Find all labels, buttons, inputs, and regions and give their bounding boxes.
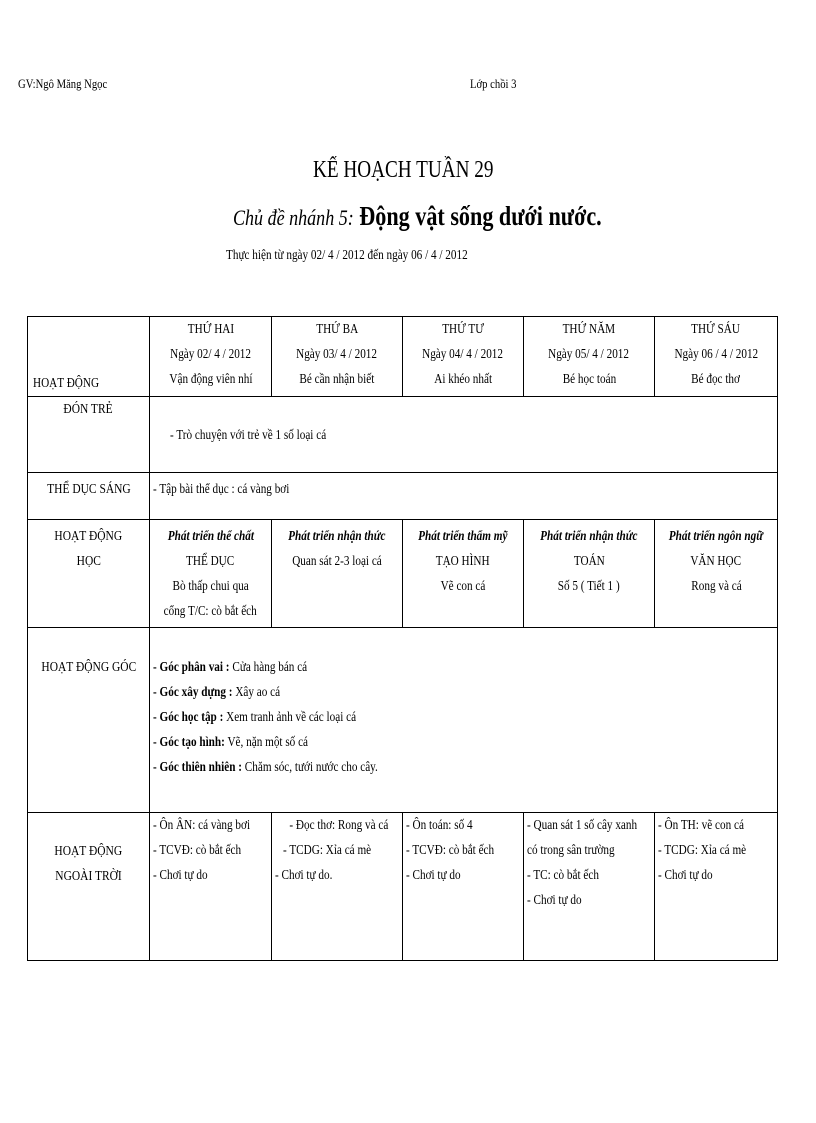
ngoai-troi-cell-wed [403, 813, 524, 961]
activity-header: HOẠT ĐỘNG [33, 376, 100, 391]
subtitle-main: Động vật sống dưới nước. [359, 201, 602, 231]
the-duc-sang-text: - Tập bài thể dục : cá vàng bơi [153, 482, 290, 497]
outdoor-line: - TCDG: Xỉa cá mè [283, 843, 372, 858]
hoc-cell-fri [655, 520, 778, 628]
outdoor-line: - Chơi tự do. [275, 868, 333, 883]
corner-key: - Góc tạo hình: [153, 735, 225, 750]
lesson-line: TẠO HÌNH [436, 554, 490, 569]
day-name: THỨ NĂM [562, 322, 616, 337]
day-date: Ngày 05/ 4 / 2012 [548, 347, 630, 362]
row-label: THỂ DỤC SÁNG [46, 482, 131, 497]
row-label-line1: HOẠT ĐỘNG [54, 529, 123, 544]
day-date: Ngày 04/ 4 / 2012 [422, 347, 504, 362]
row-label-line2: HỌC [76, 554, 101, 569]
corner-key: - Góc phân vai : [153, 660, 230, 675]
lesson-line: Vẽ con cá [440, 579, 486, 594]
day-theme: Bé học toán [562, 372, 616, 387]
the-duc-sang-content [150, 473, 778, 520]
outdoor-line: - TC: cò bắt ếch [527, 868, 599, 883]
corner-key: - Góc xây dựng : [153, 685, 233, 700]
page-title: KẾ HOẠCH TUẦN 29 [313, 157, 494, 183]
day-header-mon [150, 317, 272, 397]
row-label-hoat-dong-goc [28, 628, 150, 813]
lesson-line: THỂ DỤC [186, 554, 235, 569]
day-theme: Bé cần nhận biết [299, 372, 375, 387]
hoc-cell-tue [272, 520, 403, 628]
don-tre-content [150, 397, 778, 473]
lesson-line: Quan sát 2-3 loại cá [292, 554, 382, 569]
day-date: Ngày 03/ 4 / 2012 [296, 347, 378, 362]
corner-value: Xem tranh ảnh về các loại cá [223, 710, 357, 725]
lesson-line: Số 5 ( Tiết 1 ) [558, 579, 620, 594]
row-label-ngoai-troi [28, 813, 150, 961]
day-name: THỨ HAI [187, 322, 234, 337]
outdoor-line: - Chơi tự do [658, 868, 713, 883]
outdoor-line: - TCDG: Xỉa cá mè [658, 843, 747, 858]
outdoor-line: - Ôn TH: vẽ con cá [658, 818, 744, 833]
ngoai-troi-cell-mon [150, 813, 272, 961]
weekly-plan-table [27, 316, 778, 961]
outdoor-line: - Quan sát 1 số cây xanh [527, 818, 638, 833]
day-date: Ngày 02/ 4 / 2012 [170, 347, 251, 362]
ngoai-troi-cell-tue [272, 813, 403, 961]
development-area: Phát triển ngôn ngữ [668, 529, 764, 544]
day-theme: Bé đọc thơ [691, 372, 741, 387]
day-date: Ngày 06 / 4 / 2012 [674, 347, 758, 362]
corner-activity-item [153, 755, 652, 780]
day-theme: Vận động viên nhí [168, 372, 253, 387]
corner-value: Vẽ, nặn một số cá [224, 735, 309, 750]
teacher-name: GV:Ngô Măng Ngọc [18, 76, 108, 91]
outdoor-line: - Chơi tự do [153, 868, 208, 883]
development-area: Phát triển thể chất [167, 529, 254, 544]
class-name: Lớp chồi 3 [470, 76, 517, 91]
hoc-cell-mon [150, 520, 272, 628]
row-label-line2: NGOÀI TRỜI [55, 869, 122, 884]
don-tre-text: - Trò chuyện với trẻ về 1 số loại cá [170, 428, 327, 443]
row-hoat-dong-goc [28, 628, 778, 813]
outdoor-line: - Ôn ÂN: cá vàng bơi [153, 818, 251, 833]
row-ngoai-troi [28, 813, 778, 961]
corner-key: - Góc thiên nhiên : [153, 760, 242, 775]
lesson-line: TOÁN [573, 554, 605, 569]
row-label: ĐÓN TRẺ [63, 402, 114, 417]
hoc-cell-thu [524, 520, 655, 628]
hoc-cell-wed [403, 520, 524, 628]
row-don-tre [28, 397, 778, 473]
development-area: Phát triển nhận thức [288, 529, 386, 544]
ngoai-troi-cell-thu [524, 813, 655, 961]
outdoor-line: - Chơi tự do [406, 868, 461, 883]
outdoor-line: - Đọc thơ: Rong và cá [289, 818, 388, 833]
hoat-dong-goc-content [150, 628, 778, 813]
page-subtitle [233, 201, 602, 232]
outdoor-line: - Chơi tự do [527, 893, 582, 908]
development-area: Phát triển thẩm mỹ [418, 529, 508, 544]
corner-activity-item [153, 680, 652, 705]
ngoai-troi-cell-fri [655, 813, 778, 961]
corner-value: Chăm sóc, tưới nước cho cây. [241, 760, 378, 775]
row-hoat-dong-hoc [28, 520, 778, 628]
day-header-row [28, 317, 778, 397]
corner-activity-item [153, 655, 652, 680]
corner-cell [28, 317, 150, 397]
outdoor-line: có trong sân trường [527, 843, 615, 858]
corner-activity-item [153, 705, 652, 730]
lesson-line: cổng T/C: cò bắt ếch [163, 604, 258, 619]
outdoor-line: - Ôn toán: số 4 [406, 818, 473, 833]
row-label-line1: HOẠT ĐỘNG [54, 844, 123, 859]
day-header-thu [524, 317, 655, 397]
day-header-wed [403, 317, 524, 397]
row-the-duc-sang [28, 473, 778, 520]
subtitle-prefix: Chủ đề nhánh 5: [233, 205, 354, 230]
lesson-line: VĂN HỌC [690, 554, 742, 569]
row-label-don-tre [28, 397, 150, 473]
day-name: THỨ BA [315, 322, 358, 337]
day-header-fri [655, 317, 778, 397]
corner-activity-item [153, 730, 652, 755]
outdoor-line: - TCVĐ: cò bắt ếch [406, 843, 495, 858]
date-range: Thực hiện từ ngày 02/ 4 / 2012 đến ngày 06 / 4 / 2012 [226, 248, 468, 263]
row-label: HOẠT ĐỘNG GÓC [41, 660, 136, 675]
day-name: THỨ TƯ [442, 322, 484, 337]
corner-value: Xây ao cá [232, 685, 281, 700]
corner-key: - Góc học tập : [153, 710, 224, 725]
lesson-line: Rong và cá [690, 579, 742, 594]
day-name: THỨ SÁU [691, 322, 741, 337]
corner-value: Cửa hàng bán cá [229, 660, 308, 675]
development-area: Phát triển nhận thức [540, 529, 638, 544]
lesson-line: Bò thấp chui qua [172, 579, 249, 594]
outdoor-line: - TCVĐ: cò bắt ếch [153, 843, 242, 858]
row-label-hoat-dong-hoc [28, 520, 150, 628]
row-label-the-duc-sang [28, 473, 150, 520]
day-header-tue [272, 317, 403, 397]
day-theme: Ai khéo nhất [434, 372, 492, 387]
